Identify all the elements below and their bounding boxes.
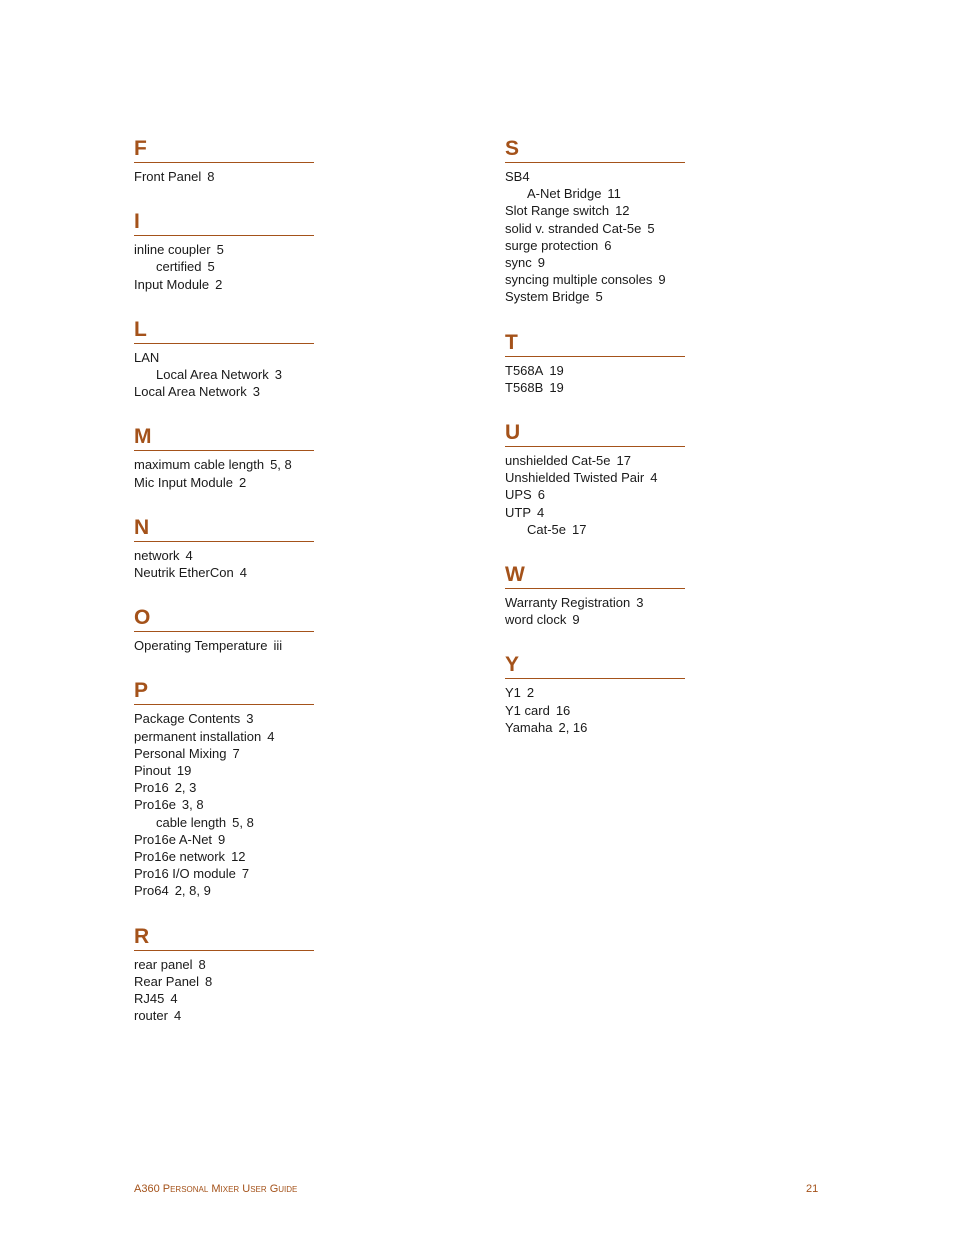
index-page-refs: 5, 8: [232, 814, 254, 830]
index-entry: [505, 611, 685, 628]
index-entry: [134, 710, 314, 727]
index-entry: [134, 848, 314, 865]
footer-guide-title: A360 Personal Mixer User Guide: [134, 1183, 298, 1195]
index-page-refs: 6: [604, 237, 612, 253]
index-term: Y1: [505, 685, 521, 701]
section-letter-heading: S: [505, 136, 685, 163]
index-page-refs: 4: [537, 504, 545, 520]
index-page-refs: 19: [549, 362, 564, 378]
index-page-refs: 2: [239, 474, 247, 490]
index-entry: [505, 594, 685, 611]
index-section: [134, 515, 314, 581]
index-entry: [134, 564, 314, 581]
section-letter-heading: P: [134, 678, 314, 705]
index-entry: [134, 637, 314, 654]
index-page-refs: 19: [549, 379, 564, 395]
index-section: [505, 420, 685, 538]
index-entry: [134, 796, 314, 813]
index-entry: [134, 474, 314, 491]
index-term: A-Net Bridge: [527, 186, 602, 202]
index-page-refs: 8: [205, 973, 213, 989]
index-entry: [134, 241, 314, 258]
index-term: SB4: [505, 169, 530, 184]
section-letter-heading: Y: [505, 652, 685, 679]
index-page-refs: 17: [616, 453, 631, 469]
index-entry: [134, 728, 314, 745]
index-page-refs: 5: [647, 220, 655, 236]
index-section: [505, 652, 685, 736]
index-section: [134, 605, 314, 654]
index-page-refs: 6: [537, 487, 545, 503]
index-term: network: [134, 547, 180, 563]
section-letter-heading: N: [134, 515, 314, 542]
index-term: Local Area Network: [134, 384, 247, 400]
index-term: Yamaha: [505, 719, 553, 735]
index-term: Neutrik EtherCon: [134, 565, 234, 581]
index-term: T568B: [505, 379, 544, 395]
index-term: Front Panel: [134, 169, 202, 184]
index-subentry: [505, 185, 685, 202]
index-term: cable length: [156, 814, 227, 830]
index-term: Pro16 I/O module: [134, 866, 236, 882]
index-entry: [505, 202, 685, 219]
index-term: Y1 card: [505, 702, 550, 718]
index-term: Warranty Registration: [505, 595, 631, 611]
index-term: Package Contents: [134, 711, 241, 727]
index-page-refs: 4: [267, 728, 275, 744]
index-entry: [134, 383, 314, 400]
index-entry: [134, 779, 314, 796]
index-term: inline coupler: [134, 242, 211, 258]
index-entry: [505, 452, 685, 469]
index-section: [134, 209, 314, 293]
index-section: [134, 136, 314, 185]
index-term: Local Area Network: [156, 367, 269, 383]
index-term: sync: [505, 255, 532, 271]
index-term: permanent installation: [134, 728, 262, 744]
index-section: [134, 924, 314, 1025]
index-column-right: [505, 136, 685, 760]
index-term: System Bridge: [505, 289, 590, 305]
index-page-refs: 5, 8: [270, 457, 292, 473]
index-term: Unshielded Twisted Pair: [505, 470, 645, 486]
section-letter-heading: M: [134, 424, 314, 451]
index-page-refs: 2: [215, 276, 223, 292]
index-entry: [505, 702, 685, 719]
index-page-refs: 9: [218, 831, 226, 847]
section-letter-heading: U: [505, 420, 685, 447]
index-column-left: [134, 136, 314, 1048]
index-term: Input Module: [134, 276, 210, 292]
index-term: UTP: [505, 504, 531, 520]
index-term: Pro64: [134, 883, 169, 899]
index-page-refs: 11: [607, 186, 621, 202]
index-page-refs: 5: [595, 289, 603, 305]
index-entry: [505, 719, 685, 736]
section-letter-heading: L: [134, 317, 314, 344]
index-term: Pinout: [134, 763, 171, 779]
index-entry: [134, 276, 314, 293]
index-entry: [134, 973, 314, 990]
index-entry: [505, 379, 685, 396]
index-term: maximum cable length: [134, 457, 265, 473]
index-page-refs: 5: [216, 242, 224, 258]
index-entry: [505, 220, 685, 237]
index-subentry: [505, 521, 685, 538]
index-subentry: [134, 366, 314, 383]
index-entry: [505, 237, 685, 254]
index-page-refs: 4: [173, 1008, 182, 1024]
section-letter-heading: O: [134, 605, 314, 632]
index-term: surge protection: [505, 237, 599, 253]
index-term: unshielded Cat-5e: [505, 453, 611, 469]
index-section: [505, 562, 685, 628]
index-term: Slot Range switch: [505, 203, 610, 219]
index-page-refs: 3: [252, 384, 260, 400]
index-term: T568A: [505, 362, 544, 378]
index-entry: [134, 547, 314, 564]
index-term: Operating Temperature: [134, 638, 268, 654]
index-entry: [505, 254, 685, 271]
index-page-refs: 8: [198, 956, 206, 972]
index-page-refs: iii: [273, 638, 283, 654]
index-term: UPS: [505, 487, 532, 503]
index-section: [134, 424, 314, 490]
index-page-refs: 19: [176, 763, 192, 779]
index-page-refs: 16: [555, 702, 571, 718]
index-entry: [505, 271, 685, 288]
index-page-refs: 8: [207, 169, 215, 184]
index-page-refs: 3, 8: [181, 797, 204, 813]
index-section: [505, 330, 685, 396]
index-entry: [134, 456, 314, 473]
index-entry: [505, 469, 685, 486]
index-page-refs: 7: [232, 745, 240, 761]
index-page-refs: 3: [246, 711, 254, 727]
index-page-refs: 9: [658, 272, 666, 288]
index-entry: [505, 168, 685, 185]
index-page-refs: 5: [207, 259, 215, 275]
index-entry: [134, 990, 314, 1007]
index-section: [134, 678, 314, 899]
index-entry: [134, 956, 314, 973]
index-entry: [505, 362, 685, 379]
index-entry: [505, 504, 685, 521]
footer-page-number: 21: [806, 1183, 819, 1195]
index-page-refs: 4: [170, 991, 178, 1007]
index-page-refs: 3: [274, 367, 282, 383]
index-term: Rear Panel: [134, 973, 200, 989]
index-term: syncing multiple consoles: [505, 272, 653, 288]
index-term: Pro16e network: [134, 849, 226, 865]
index-term: rear panel: [134, 956, 193, 972]
index-section: [505, 136, 685, 306]
index-entry: [505, 486, 685, 503]
index-entry: [134, 762, 314, 779]
index-term: LAN: [134, 349, 160, 365]
index-page-refs: 2: [526, 685, 535, 701]
index-section: [134, 317, 314, 401]
index-entry: [134, 349, 314, 366]
index-term: Mic Input Module: [134, 474, 233, 490]
index-entry: [505, 684, 685, 701]
index-term: Pro16: [134, 780, 169, 796]
index-term: router: [134, 1008, 168, 1024]
index-term: word clock: [505, 612, 567, 628]
index-page-refs: 9: [572, 612, 580, 628]
index-term: Cat-5e: [527, 521, 567, 537]
index-page-refs: 3: [636, 595, 644, 611]
index-entry: [134, 1007, 314, 1024]
index-page-refs: 4: [185, 547, 193, 563]
index-term: solid v. stranded Cat-5e: [505, 220, 642, 236]
index-entry: [134, 865, 314, 882]
index-term: Personal Mixing: [134, 745, 227, 761]
index-page-refs: 9: [537, 255, 545, 271]
index-term: Pro16e: [134, 797, 176, 813]
index-page-refs: 12: [231, 849, 246, 865]
index-entry: [134, 882, 314, 899]
index-page-refs: 2, 16: [558, 719, 588, 735]
section-letter-heading: W: [505, 562, 685, 589]
index-subentry: [134, 258, 314, 275]
index-page-refs: 17: [572, 521, 587, 537]
index-term: Pro16e A-Net: [134, 831, 213, 847]
index-page-refs: 7: [241, 866, 250, 882]
index-page-refs: 2, 3: [174, 780, 197, 796]
index-page-refs: 4: [239, 565, 247, 581]
index-entry: [134, 745, 314, 762]
index-term: RJ45: [134, 991, 165, 1007]
section-letter-heading: R: [134, 924, 314, 951]
index-page-refs: 4: [650, 470, 658, 486]
index-entry: [134, 168, 314, 185]
index-subentry: [134, 814, 314, 831]
index-entry: [505, 288, 685, 305]
section-letter-heading: I: [134, 209, 314, 236]
section-letter-heading: F: [134, 136, 314, 163]
index-entry: [134, 831, 314, 848]
section-letter-heading: T: [505, 330, 685, 357]
index-term: certified: [156, 259, 202, 275]
index-page-refs: 12: [615, 203, 630, 219]
index-page-refs: 2, 8, 9: [174, 883, 211, 899]
